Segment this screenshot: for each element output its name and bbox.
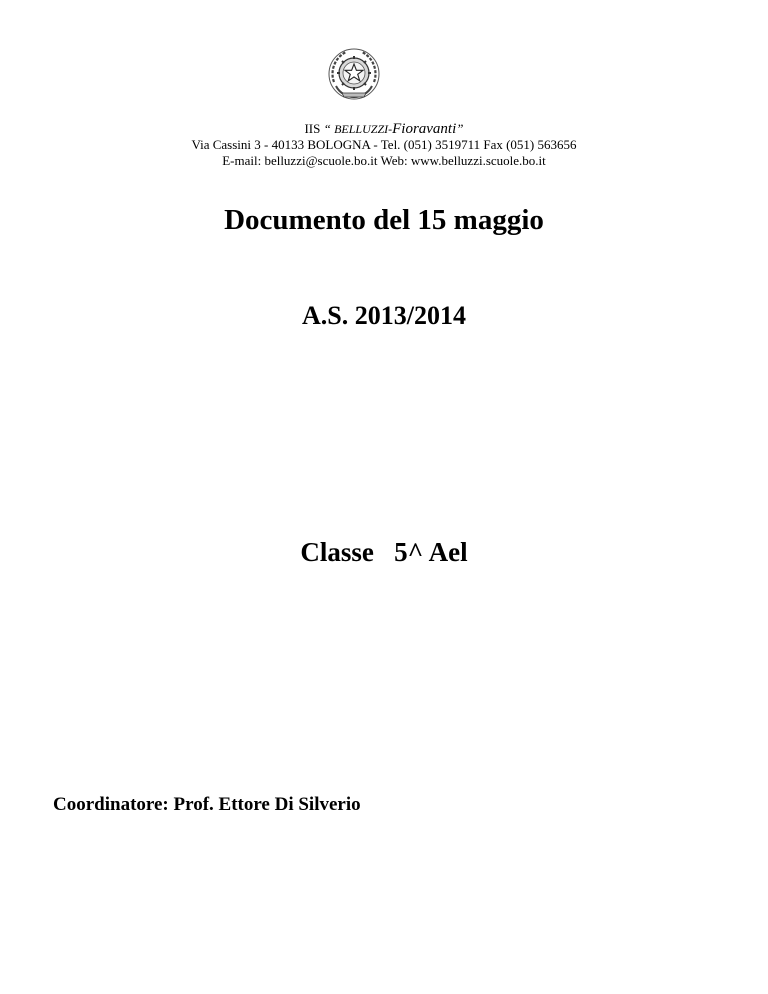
school-contacts: E-mail: belluzzi@scuole.bo.it Web: www.belluzzi.scuole.bo.it [222,153,546,168]
class-line [0,535,768,569]
school-address: Via Cassini 3 - 40133 BOLOGNA - Tel. (051) 3519711 Fax (051) 563656 [191,137,577,152]
school-name-caps: BELLUZZI- [334,122,393,136]
school-name-rest: Fioravanti [392,121,457,137]
school-close-quote: ” [456,121,464,136]
class-value: 5^ Ael [394,537,468,567]
school-name [324,121,464,136]
school-year: A.S. 2013/2014 [302,301,466,330]
class-label: Classe [300,537,374,567]
document-title: Documento del 15 maggio [224,204,544,236]
school-name-line [0,121,768,137]
school-open-quote: “ [323,121,331,136]
coordinator: Coordinatore: Prof. Ettore Di Silverio [53,794,361,815]
italian-republic-emblem [326,46,382,102]
school-prefix: IIS [304,121,321,136]
